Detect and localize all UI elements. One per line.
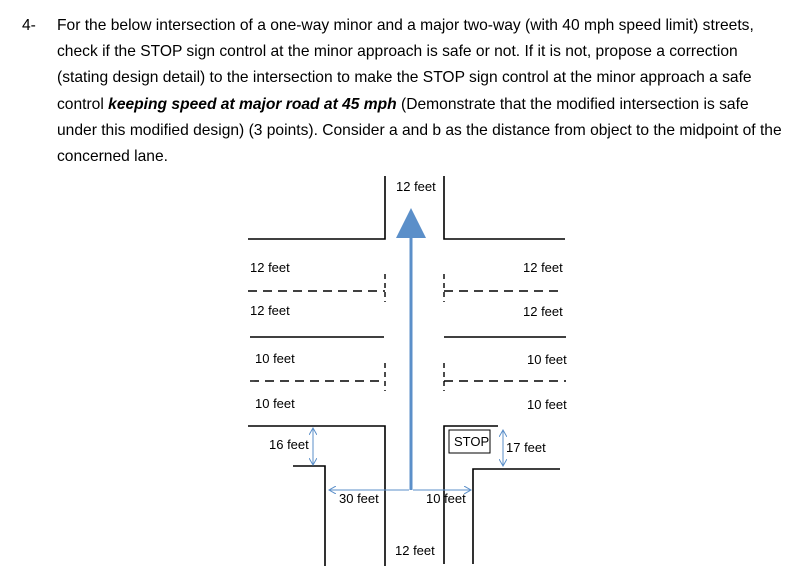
left-lane-label-2: 12 feet	[250, 303, 290, 318]
right-lane-label-3: 10 feet	[527, 352, 567, 367]
intersection-gap-dashes	[385, 274, 444, 391]
stop-sign-label: STOP	[454, 434, 490, 449]
right-lane-label-1: 12 feet	[523, 260, 563, 275]
left-lane-label-3: 10 feet	[255, 351, 295, 366]
left-offset-label: 16 feet	[269, 437, 309, 452]
major-road-lane-lines	[248, 291, 566, 381]
left-lane-label-4: 10 feet	[255, 396, 295, 411]
right-offset-label: 17 feet	[506, 440, 546, 455]
question-text-before: For the below intersection of a one-way minor and a major two-way (with 40 mph speed limit) streets, check if the STOP sign control at the minor approach is safe or not. If it is not, propose a correction (stating design detail) to the intersection to make the STOP sign control at the minor approach a safe control	[57, 17, 754, 113]
right-lane-label-4: 10 feet	[527, 397, 567, 412]
left-lane-label-1: 12 feet	[250, 260, 290, 275]
left-distance-label: 30 feet	[339, 491, 379, 506]
question-text-after: (Demonstrate that the modified intersection is safe under this modified design) (3 points). Consider a and b as the distance from object to the midpoint of the concerned lane.	[57, 95, 782, 166]
right-distance-label: 10 feet	[426, 491, 466, 506]
right-lane-label-2: 12 feet	[523, 304, 563, 319]
bottom-width-label: 12 feet	[395, 543, 435, 558]
top-width-label: 12 feet	[396, 179, 436, 194]
question-number: 4-	[22, 17, 36, 34]
question-emphasis: keeping speed at major road at 45 mph	[108, 95, 397, 113]
